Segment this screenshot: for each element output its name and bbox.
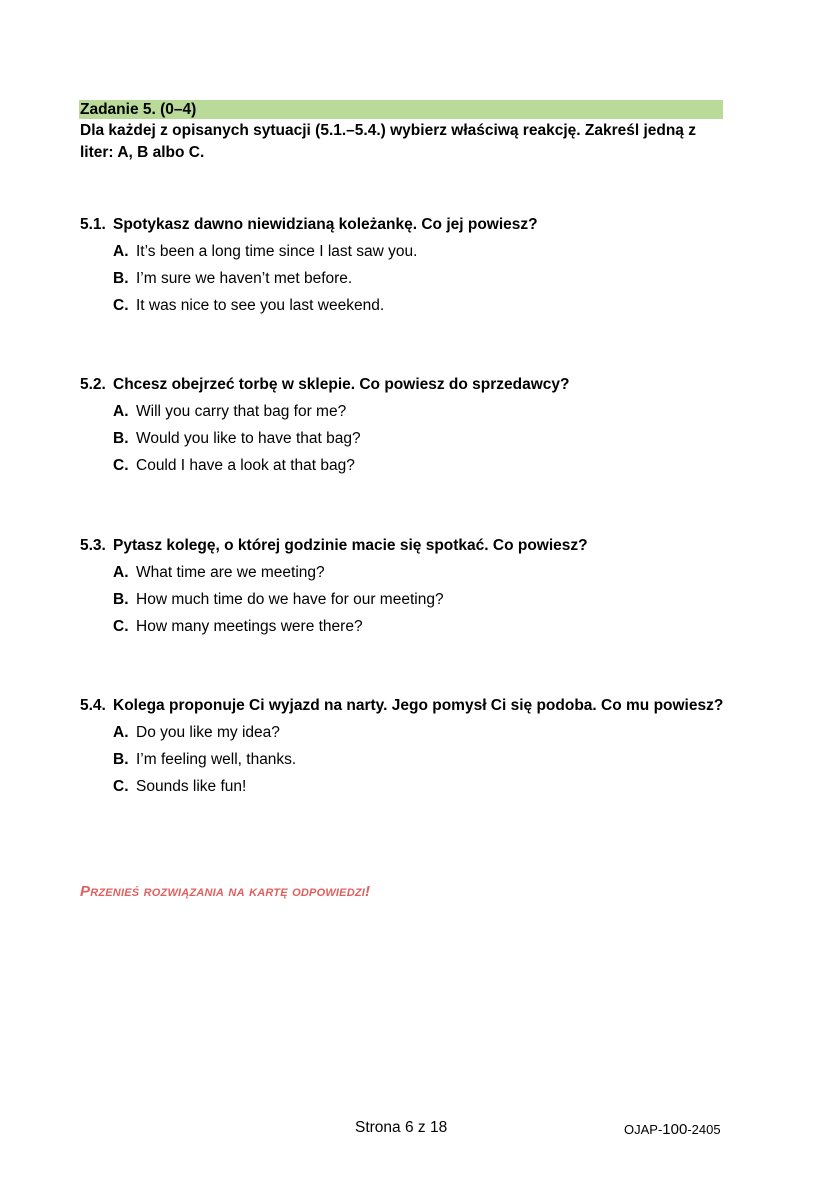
option-text: Sounds like fun!	[136, 778, 247, 795]
question-text: Pytasz kolegę, o której godzinie macie się spotkać. Co powiesz?	[113, 537, 588, 554]
option-text: How much time do we have for our meeting?	[136, 591, 444, 608]
option-letter: C.	[113, 297, 129, 314]
question-5-2	[80, 371, 730, 479]
question-5-3	[80, 532, 730, 640]
option-letter: A.	[113, 724, 129, 741]
question-number: 5.3.	[80, 537, 106, 554]
question-text: Chcesz obejrzeć torbę w sklepie. Co powiesz do sprzedawcy?	[113, 376, 570, 393]
option-text: What time are we meeting?	[136, 564, 325, 581]
question-text: Spotykasz dawno niewidzianą koleżankę. Co jej powiesz?	[113, 216, 538, 233]
option-b[interactable]	[80, 746, 730, 773]
option-c[interactable]	[80, 452, 730, 479]
option-a[interactable]	[80, 559, 730, 586]
option-text: It was nice to see you last weekend.	[136, 297, 385, 314]
option-b[interactable]	[80, 265, 730, 292]
question-5-1	[80, 211, 730, 319]
option-text: Would you like to have that bag?	[136, 430, 361, 447]
question-prompt	[80, 532, 730, 559]
doc-code-prefix: OJAP-	[624, 1122, 663, 1137]
task-header: Zadanie 5. (0–4)	[79, 100, 723, 119]
option-text: How many meetings were there?	[136, 618, 363, 635]
question-number: 5.4.	[80, 697, 106, 714]
option-c[interactable]	[80, 773, 730, 800]
page-number: Strona 6 z 18	[355, 1119, 448, 1136]
option-letter: C.	[113, 618, 129, 635]
option-text: It’s been a long time since I last saw you.	[136, 243, 418, 260]
question-5-4	[80, 692, 730, 800]
question-number: 5.1.	[80, 216, 106, 233]
option-a[interactable]	[80, 719, 730, 746]
option-text: Could I have a look at that bag?	[136, 457, 355, 474]
option-c[interactable]	[80, 613, 730, 640]
option-letter: A.	[113, 403, 129, 420]
option-text: I’m sure we haven’t met before.	[136, 270, 353, 287]
option-letter: B.	[113, 270, 129, 287]
option-b[interactable]	[80, 586, 730, 613]
option-text: Do you like my idea?	[136, 724, 280, 741]
question-prompt	[80, 692, 730, 719]
question-prompt	[80, 211, 730, 238]
question-text: Kolega proponuje Ci wyjazd na narty. Jego pomysł Ci się podoba. Co mu powiesz?	[113, 697, 724, 714]
option-letter: C.	[113, 457, 129, 474]
option-letter: C.	[113, 778, 129, 795]
option-letter: A.	[113, 564, 129, 581]
option-a[interactable]	[80, 398, 730, 425]
option-a[interactable]	[80, 238, 730, 265]
option-letter: B.	[113, 591, 129, 608]
transfer-answers-note: Przenieś rozwiązania na kartę odpowiedzi!	[80, 883, 371, 900]
question-number: 5.2.	[80, 376, 106, 393]
task-instructions: Dla każdej z opisanych sytuacji (5.1.–5.4.) wybierz właściwą reakcję. Zakreśl jedną z liter: A, B albo C.	[80, 122, 696, 161]
option-text: Will you carry that bag for me?	[136, 403, 347, 420]
doc-code-mid: 100	[662, 1121, 688, 1138]
doc-code-suffix: -2405	[687, 1122, 721, 1137]
document-code	[624, 1121, 721, 1138]
option-letter: B.	[113, 751, 129, 768]
option-b[interactable]	[80, 425, 730, 452]
option-letter: B.	[113, 430, 129, 447]
question-prompt	[80, 371, 730, 398]
option-c[interactable]	[80, 292, 730, 319]
option-letter: A.	[113, 243, 129, 260]
option-text: I’m feeling well, thanks.	[136, 751, 297, 768]
